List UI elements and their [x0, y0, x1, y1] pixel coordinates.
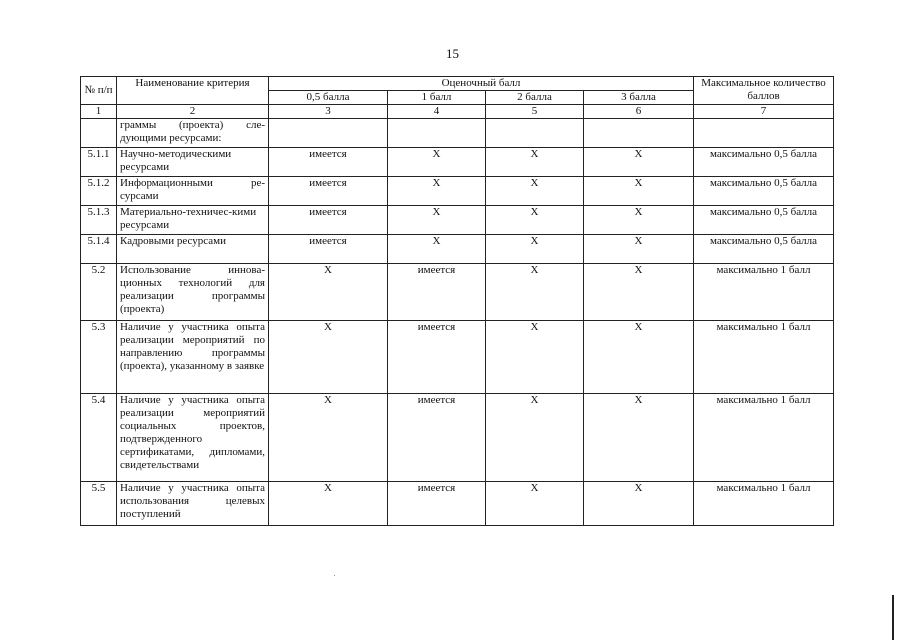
criterion-name: Материально-техничес-кими ресурсами	[117, 206, 269, 235]
table-row	[81, 119, 834, 148]
score-3-cell: X	[584, 206, 694, 235]
score-2-cell: X	[486, 235, 584, 264]
header-score-0-5: 0,5 балла	[269, 91, 388, 105]
max-score-cell: максимально 1 балл	[694, 394, 834, 482]
row-number: 5.1.4	[81, 235, 117, 264]
row-number	[81, 119, 117, 148]
column-index: 1	[81, 105, 117, 119]
row-number: 5.5	[81, 482, 117, 526]
score-0-5-cell	[269, 119, 388, 148]
table-row	[81, 321, 834, 394]
score-1-cell	[388, 119, 486, 148]
max-score-cell: максимально 0,5 балла	[694, 206, 834, 235]
score-1-cell: имеется	[388, 321, 486, 394]
score-3-cell: X	[584, 264, 694, 321]
row-number: 5.2	[81, 264, 117, 321]
criteria-table	[80, 76, 834, 526]
score-1-cell: имеется	[388, 394, 486, 482]
header-max-score: Максимальное количество баллов	[694, 77, 834, 105]
score-3-cell: X	[584, 177, 694, 206]
criterion-name: Научно-методическими ресурсами	[117, 148, 269, 177]
table-row	[81, 394, 834, 482]
row-number: 5.1.1	[81, 148, 117, 177]
criterion-name: Использование иннова-ционных технологий для реализации программы (проекта)	[117, 264, 269, 321]
score-1-cell: X	[388, 235, 486, 264]
score-2-cell: X	[486, 482, 584, 526]
score-1-cell: X	[388, 177, 486, 206]
header-score-1: 1 балл	[388, 91, 486, 105]
score-2-cell: X	[486, 321, 584, 394]
row-number: 5.4	[81, 394, 117, 482]
criterion-name: граммы (проекта) сле-дующими ресурсами:	[117, 119, 269, 148]
score-1-cell: имеется	[388, 264, 486, 321]
column-index: 6	[584, 105, 694, 119]
criterion-name: Наличие у участника опыта реализации мероприятий социальных проектов, подтвержденного сертификатами, дипломами, свидетельствами	[117, 394, 269, 482]
score-2-cell: X	[486, 206, 584, 235]
max-score-cell	[694, 119, 834, 148]
score-0-5-cell: X	[269, 321, 388, 394]
score-3-cell	[584, 119, 694, 148]
table-row	[81, 264, 834, 321]
max-score-cell: максимально 1 балл	[694, 482, 834, 526]
scan-edge-mark	[892, 595, 894, 640]
score-1-cell: X	[388, 206, 486, 235]
max-score-cell: максимально 0,5 балла	[694, 235, 834, 264]
header-criterion-name: Наименование критерия	[117, 77, 269, 105]
header-no: № п/п	[81, 77, 117, 105]
header-score: Оценочный балл	[269, 77, 694, 91]
max-score-cell: максимально 0,5 балла	[694, 177, 834, 206]
score-0-5-cell: имеется	[269, 235, 388, 264]
table-row	[81, 482, 834, 526]
score-2-cell: X	[486, 148, 584, 177]
max-score-cell: максимально 1 балл	[694, 264, 834, 321]
score-0-5-cell: имеется	[269, 148, 388, 177]
score-2-cell	[486, 119, 584, 148]
score-2-cell: X	[486, 177, 584, 206]
score-1-cell: имеется	[388, 482, 486, 526]
table-row	[81, 206, 834, 235]
column-index: 7	[694, 105, 834, 119]
score-2-cell: X	[486, 264, 584, 321]
score-3-cell: X	[584, 235, 694, 264]
criterion-name: Наличие у участника опыта использования целевых поступлений	[117, 482, 269, 526]
max-score-cell: максимально 1 балл	[694, 321, 834, 394]
criterion-name: Наличие у участника опыта реализации мероприятий по направлению программы (проекта), указанному в заявке	[117, 321, 269, 394]
header-score-3: 3 балла	[584, 91, 694, 105]
score-1-cell: X	[388, 148, 486, 177]
page-number: 15	[446, 46, 459, 61]
table-row	[81, 177, 834, 206]
column-index: 4	[388, 105, 486, 119]
row-number: 5.3	[81, 321, 117, 394]
scan-speck	[334, 575, 335, 576]
score-0-5-cell: X	[269, 482, 388, 526]
score-0-5-cell: X	[269, 264, 388, 321]
score-3-cell: X	[584, 394, 694, 482]
score-0-5-cell: X	[269, 394, 388, 482]
table-row	[81, 148, 834, 177]
row-number: 5.1.2	[81, 177, 117, 206]
column-index: 3	[269, 105, 388, 119]
score-0-5-cell: имеется	[269, 206, 388, 235]
score-3-cell: X	[584, 148, 694, 177]
score-3-cell: X	[584, 321, 694, 394]
row-number: 5.1.3	[81, 206, 117, 235]
score-2-cell: X	[486, 394, 584, 482]
table-row	[81, 235, 834, 264]
score-0-5-cell: имеется	[269, 177, 388, 206]
score-3-cell: X	[584, 482, 694, 526]
max-score-cell: максимально 0,5 балла	[694, 148, 834, 177]
header-score-2: 2 балла	[486, 91, 584, 105]
criterion-name: Информационными ре-сурсами	[117, 177, 269, 206]
column-index: 2	[117, 105, 269, 119]
criterion-name: Кадровыми ресурсами	[117, 235, 269, 264]
column-index: 5	[486, 105, 584, 119]
